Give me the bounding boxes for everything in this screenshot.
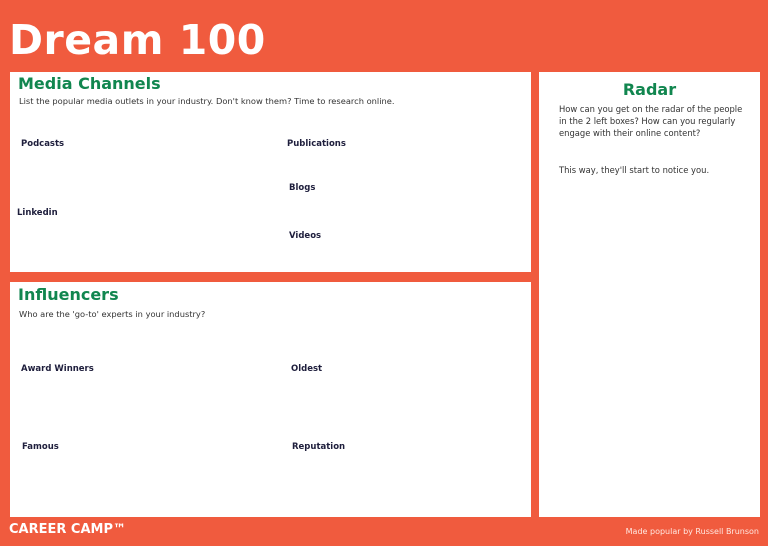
publications-label: Publications: [287, 139, 346, 149]
media-channels-panel: [10, 72, 531, 272]
radar-panel: [539, 72, 760, 517]
linkedin-label: Linkedin: [17, 208, 58, 218]
blogs-label: Blogs: [289, 183, 316, 193]
media-channels-heading: Media Channels: [18, 74, 161, 93]
award-winners-label: Award Winners: [21, 364, 94, 374]
media-channels-subtitle: List the popular media outlets in your industry. Don't know them? Time to research online.: [19, 96, 395, 106]
footer-credit: Made popular by Russell Brunson: [625, 527, 759, 536]
radar-paragraph-1: How can you get on the radar of the people in the 2 left boxes? How can you regularly engage with their online content?: [559, 104, 743, 138]
radar-paragraph-2: This way, they'll start to notice you.: [559, 165, 710, 175]
videos-label: Videos: [289, 231, 322, 241]
influencers-panel: [10, 282, 531, 517]
radar-heading: Radar: [622, 80, 677, 99]
podcasts-label: Podcasts: [21, 139, 65, 149]
influencers-subtitle: Who are the 'go-to' experts in your industry?: [19, 309, 206, 319]
footer-brand: CAREER CAMP™: [9, 522, 126, 537]
influencers-heading: Influencers: [18, 285, 119, 304]
page-title: Dream 100: [9, 16, 266, 64]
reputation-label: Reputation: [292, 442, 346, 452]
oldest-label: Oldest: [291, 364, 323, 374]
famous-label: Famous: [22, 442, 59, 452]
